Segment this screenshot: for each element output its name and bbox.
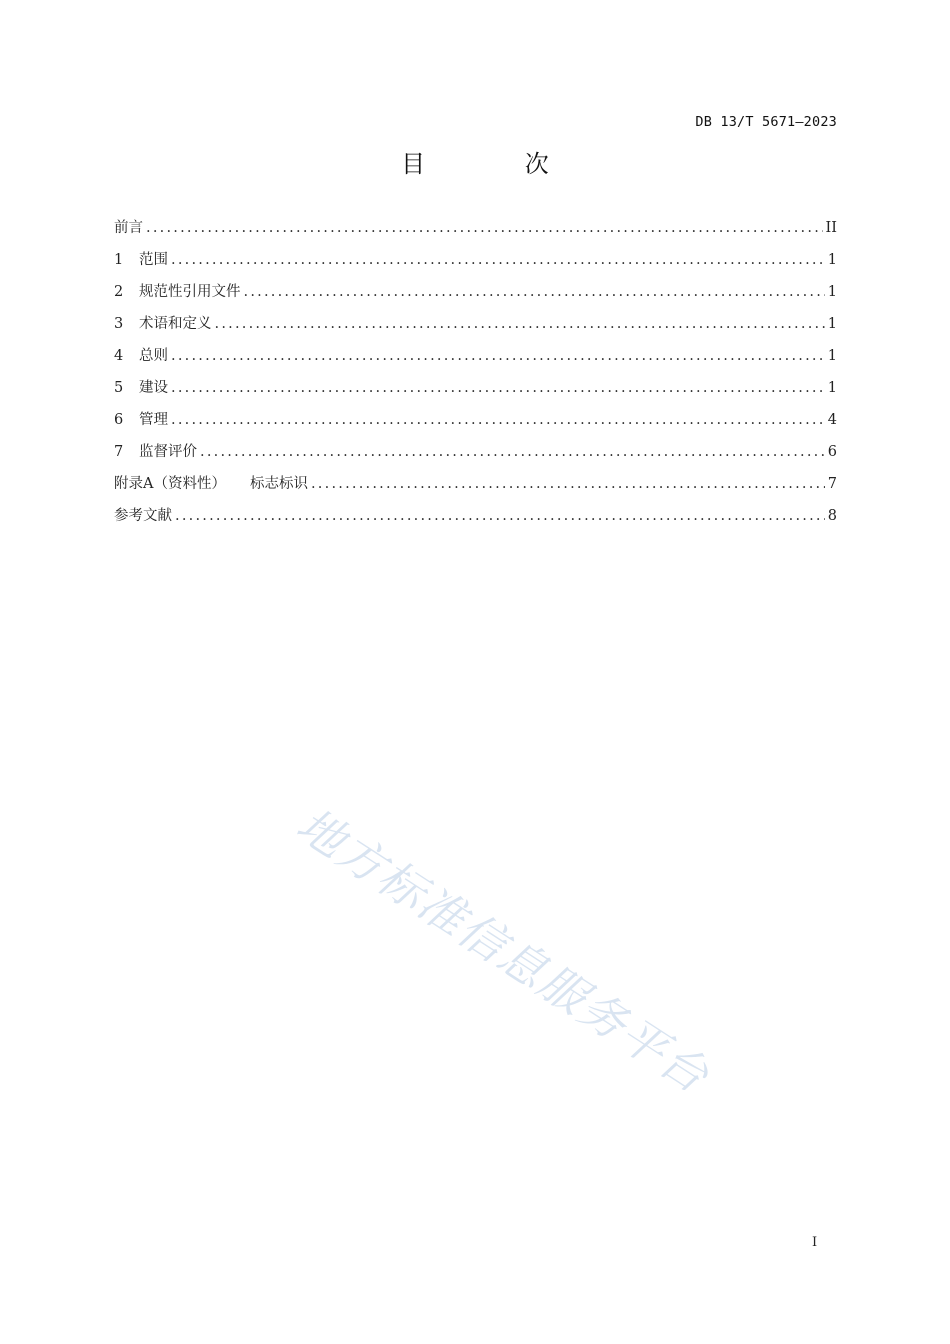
toc-leader-dots — [175, 500, 825, 532]
toc-label: 参考文献 — [114, 508, 172, 524]
page-title: 目 次 — [401, 150, 595, 178]
toc-item-terms-definitions[interactable] — [114, 308, 837, 340]
toc-page-number: II — [825, 220, 837, 236]
toc-leader-dots — [200, 436, 825, 468]
toc-leader-dots — [244, 276, 825, 308]
toc-page-number: 6 — [827, 444, 837, 460]
toc-item-scope[interactable] — [114, 244, 837, 276]
toc-page-number: 1 — [827, 380, 837, 396]
toc-label: 前言 — [114, 220, 143, 236]
toc-leader-dots — [171, 244, 825, 276]
toc-item-management[interactable] — [114, 404, 837, 436]
toc-number: 3 — [114, 316, 124, 332]
toc-item-normative-references[interactable] — [114, 276, 837, 308]
toc-label: 监督评价 — [139, 444, 197, 460]
toc-page-number: 1 — [827, 316, 837, 332]
table-of-contents — [114, 212, 837, 532]
toc-page-number: 8 — [827, 508, 837, 524]
toc-item-supervision-evaluation[interactable] — [114, 436, 837, 468]
toc-page-number: 7 — [827, 476, 837, 492]
toc-label: 术语和定义 — [139, 316, 212, 332]
toc-label: 建设 — [139, 380, 168, 396]
toc-leader-dots — [171, 340, 825, 372]
toc-number: 5 — [114, 380, 124, 396]
toc-label: 管理 — [139, 412, 168, 428]
toc-page-number: 1 — [827, 284, 837, 300]
toc-leader-dots — [215, 308, 825, 340]
toc-item-appendix-a[interactable] — [114, 468, 837, 500]
toc-number: 1 — [114, 252, 124, 268]
standard-code: DB 13/T 5671—2023 — [695, 114, 837, 130]
toc-number: 7 — [114, 444, 124, 460]
toc-label: 附录A（资料性） — [114, 476, 226, 492]
footer-page-number: I — [812, 1235, 818, 1250]
toc-leader-dots — [311, 468, 825, 500]
toc-item-bibliography[interactable] — [114, 500, 837, 532]
toc-label: 总则 — [139, 348, 168, 364]
toc-number: 4 — [114, 348, 124, 364]
toc-label: 范围 — [139, 252, 168, 268]
toc-leader-dots — [171, 372, 825, 404]
toc-leader-dots — [171, 404, 825, 436]
watermark: 地方标准信息服务平台 — [287, 797, 720, 1104]
toc-leader-dots — [146, 212, 823, 244]
toc-page-number: 1 — [827, 252, 837, 268]
toc-item-construction[interactable] — [114, 372, 837, 404]
toc-number: 6 — [114, 412, 124, 428]
toc-item-general-principles[interactable] — [114, 340, 837, 372]
toc-page-number: 4 — [827, 412, 837, 428]
toc-page-number: 1 — [827, 348, 837, 364]
toc-label: 规范性引用文件 — [139, 284, 241, 300]
toc-number: 2 — [114, 284, 124, 300]
toc-item-foreword[interactable] — [114, 212, 837, 244]
toc-sublabel: 标志标识 — [249, 476, 308, 492]
